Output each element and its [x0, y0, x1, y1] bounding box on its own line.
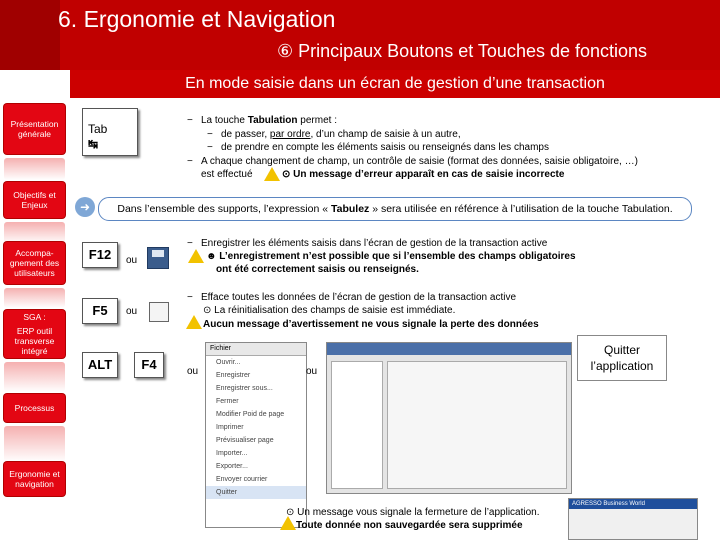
save-icon[interactable] — [147, 247, 169, 269]
arrow-right-icon: ➜ — [75, 197, 95, 217]
sidebar-item-label: Ergonomie et navigation — [9, 469, 60, 489]
page-subtitle: ⑥ Principaux Boutons et Touches de fonctions — [277, 41, 648, 61]
menu-item-quit[interactable]: Quitter — [206, 486, 306, 499]
sidebar-item-label: Objectifs et Enjeux — [13, 190, 56, 210]
file-menu-screenshot — [205, 342, 307, 528]
sidebar-fade — [4, 158, 65, 180]
erp-window-screenshot — [326, 342, 572, 494]
sidebar-item-sublabel: ERP outil transverse intégré — [14, 326, 55, 356]
tab-line-3: − de prendre en compte les éléments saisis ou renseignés dans les champs — [207, 142, 549, 153]
tab-key-icon: ↹ — [88, 137, 99, 151]
menu-item[interactable]: Ouvrir... — [216, 359, 241, 366]
sidebar-fade — [4, 362, 65, 392]
subtitle-bar-text: En mode saisie dans un écran de gestion d’une transaction — [185, 75, 605, 92]
header-left-block — [0, 0, 60, 70]
menu-item[interactable]: Enregistrer sous... — [216, 385, 273, 392]
menu-title: Fichier — [206, 343, 306, 356]
warning-icon — [264, 167, 280, 181]
window-titlebar — [327, 343, 571, 355]
menu-item[interactable]: Envoyer courrier — [216, 476, 268, 483]
sidebar-item-accompagnement[interactable] — [4, 242, 65, 284]
menu-item[interactable]: Prévisualiser page — [216, 437, 274, 444]
sidebar-item-label: Présentation générale — [10, 119, 59, 139]
f12-key: F12 — [82, 242, 118, 268]
quit-application-button[interactable]: Quitter l’application — [577, 335, 667, 381]
f12-line-3: ont été correctement saisis ou renseignés. — [216, 264, 419, 275]
warning-icon — [186, 315, 202, 329]
sidebar-item-label: Processus — [14, 403, 55, 413]
menu-item[interactable]: Modifier Poid de page — [216, 411, 285, 418]
f12-line-1: − Enregistrer les éléments saisis dans l’écran de gestion de la transaction active — [187, 238, 548, 249]
tab-error-note: ⊙ Un message d’erreur apparaît en cas de saisie incorrecte — [282, 169, 565, 180]
new-document-icon[interactable] — [149, 302, 169, 322]
tabulation-note-pill: Dans l’ensemble des supports, l’expression « Tabulez » sera utilisée en référence à l’utilisation de la touche Tabulation. — [98, 197, 692, 221]
sidebar-item-label: Accompa-gnement des utilisateurs — [9, 248, 60, 278]
sidebar-item-presentation[interactable] — [4, 104, 65, 154]
alt-footer-line-2: Toute donnée non sauvegardée sera supprimée — [296, 520, 523, 531]
sidebar-item-ergonomie[interactable] — [4, 462, 65, 496]
f5-line-1: − Efface toutes les données de l’écran de gestion de la transaction active — [187, 292, 517, 303]
tab-key-label: Tab — [88, 122, 108, 136]
warning-icon — [280, 516, 296, 530]
tab-key — [82, 108, 138, 156]
tab-line-4: − A chaque changement de champ, un contrôle de saisie (format des données, saisie obligatoire, …) — [187, 156, 638, 167]
warning-icon — [188, 249, 204, 263]
alt-footer-line-1: ⊙ Un message vous signale la fermeture de l’application. — [286, 507, 540, 518]
sidebar-item-objectifs[interactable] — [4, 182, 65, 218]
menu-item[interactable]: Imprimer — [216, 424, 244, 431]
f5-line-3: Aucun message d’avertissement ne vous signale la perte des données — [203, 319, 539, 330]
window-tree-panel — [331, 361, 383, 489]
sidebar-item-processus[interactable] — [4, 394, 65, 422]
menu-item[interactable]: Enregistrer — [216, 372, 251, 379]
window-form-panel — [387, 361, 567, 489]
menu-item[interactable]: Fermer — [216, 398, 239, 405]
alt-key: ALT — [82, 352, 118, 378]
sidebar-item-sga[interactable] — [4, 310, 65, 358]
sidebar-item-label: SGA : — [23, 312, 46, 322]
f5-key: F5 — [82, 298, 118, 324]
or-label: ou — [126, 255, 138, 266]
or-label: ou — [306, 366, 318, 377]
menu-item[interactable]: Importer... — [216, 450, 248, 457]
or-label: ou — [126, 306, 138, 317]
page-title: 6. Ergonomie et Navigation — [58, 6, 336, 32]
menu-item[interactable]: Exporter... — [216, 463, 248, 470]
dialog-title: AGRESSO Business World — [569, 499, 697, 509]
tab-line-5: est effectué — [201, 169, 253, 180]
sidebar-fade — [4, 426, 65, 462]
tab-line-1: − La touche Tabulation permet : — [187, 115, 337, 126]
confirm-dialog-screenshot — [568, 498, 698, 540]
f5-line-2: ⊙ La réinitialisation des champs de saisie est immédiate. — [203, 305, 456, 316]
or-label: ou — [187, 366, 199, 377]
tab-line-2: − de passer, par ordre, d’un champ de saisie à un autre, — [207, 129, 461, 140]
sidebar-fade — [4, 222, 65, 244]
f4-key: F4 — [134, 352, 164, 378]
f12-line-2: ☻ L’enregistrement n’est possible que si l’ensemble des champs obligatoires — [206, 251, 576, 262]
sidebar-fade — [4, 288, 65, 308]
